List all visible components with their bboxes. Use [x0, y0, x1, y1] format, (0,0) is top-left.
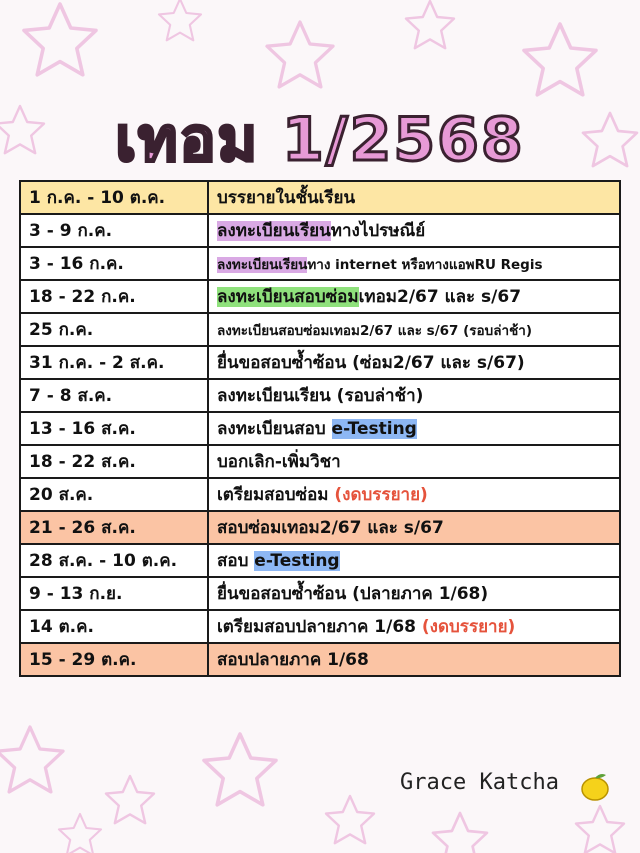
activity-cell: สอบซ่อมเทอม2/67 และ s/67: [208, 511, 620, 544]
table-row: [20, 313, 620, 346]
activity-cell: บรรยายในชั้นเรียน: [208, 181, 620, 214]
activity-cell: สอบปลายภาค 1/68: [208, 643, 620, 676]
table-row: [20, 247, 620, 280]
table-row: [20, 544, 620, 577]
date-cell: 3 - 16 ก.ค.: [20, 247, 208, 280]
signature: Grace Katcha: [400, 770, 559, 795]
red-note: (งดบรรยาย): [334, 485, 428, 505]
table-row: [20, 577, 620, 610]
table-row: [20, 181, 620, 214]
table-row: [20, 643, 620, 676]
table-row: [20, 346, 620, 379]
lemon-icon: [578, 770, 612, 804]
date-cell: 15 - 29 ต.ค.: [20, 643, 208, 676]
activity-cell: ลงทะเบียนเรียน (รอบล่าช้า): [208, 379, 620, 412]
table-row: [20, 412, 620, 445]
date-cell: 18 - 22 ก.ค.: [20, 280, 208, 313]
activity-cell: ยื่นขอสอบซ้ำซ้อน (ซ่อม2/67 และ s/67): [208, 346, 620, 379]
table-row: [20, 214, 620, 247]
date-cell: 20 ส.ค.: [20, 478, 208, 511]
activity-cell: เตรียมสอบซ่อม (งดบรรยาย): [208, 478, 620, 511]
date-cell: 21 - 26 ส.ค.: [20, 511, 208, 544]
date-cell: 3 - 9 ก.ค.: [20, 214, 208, 247]
activity-cell: ลงทะเบียนสอบซ่อมเทอม2/67 และ s/67 (รอบล่าช้า): [208, 313, 620, 346]
date-cell: 9 - 13 ก.ย.: [20, 577, 208, 610]
table-row: [20, 445, 620, 478]
highlight-text: ลงทะเบียนเรียน: [217, 256, 308, 273]
activity-cell: บอกเลิก-เพิ่มวิชา: [208, 445, 620, 478]
date-cell: 14 ต.ค.: [20, 610, 208, 643]
table-row: [20, 280, 620, 313]
highlight-text: ลงทะเบียนเรียน: [217, 221, 331, 241]
date-cell: 18 - 22 ส.ค.: [20, 445, 208, 478]
date-cell: 31 ก.ค. - 2 ส.ค.: [20, 346, 208, 379]
activity-cell: สอบ e-Testing: [208, 544, 620, 577]
date-cell: 7 - 8 ส.ค.: [20, 379, 208, 412]
activity-cell: ลงทะเบียนเรียนทาง internet หรือทางแอพRU Regis: [208, 247, 620, 280]
date-cell: 28 ส.ค. - 10 ต.ค.: [20, 544, 208, 577]
table-row: [20, 379, 620, 412]
date-cell: 25 ก.ค.: [20, 313, 208, 346]
table-row: [20, 478, 620, 511]
activity-cell: ลงทะเบียนเรียนทางไปรษณีย์: [208, 214, 620, 247]
date-cell: 1 ก.ค. - 10 ต.ค.: [20, 181, 208, 214]
schedule-table: [19, 180, 621, 677]
table-row: [20, 511, 620, 544]
activity-cell: เตรียมสอบปลายภาค 1/68 (งดบรรยาย): [208, 610, 620, 643]
table-row: [20, 610, 620, 643]
page-title: เทอม 1/2568: [115, 105, 525, 175]
highlight-text: ลงทะเบียนสอบซ่อม: [217, 287, 359, 307]
activity-cell: ลงทะเบียนสอบ e-Testing: [208, 412, 620, 445]
activity-cell: ลงทะเบียนสอบซ่อมเทอม2/67 และ s/67: [208, 280, 620, 313]
date-cell: 13 - 16 ส.ค.: [20, 412, 208, 445]
highlight-text: e-Testing: [331, 419, 417, 439]
activity-cell: ยื่นขอสอบซ้ำซ้อน (ปลายภาค 1/68): [208, 577, 620, 610]
highlight-text: e-Testing: [254, 551, 340, 571]
red-note: (งดบรรยาย): [421, 617, 516, 637]
